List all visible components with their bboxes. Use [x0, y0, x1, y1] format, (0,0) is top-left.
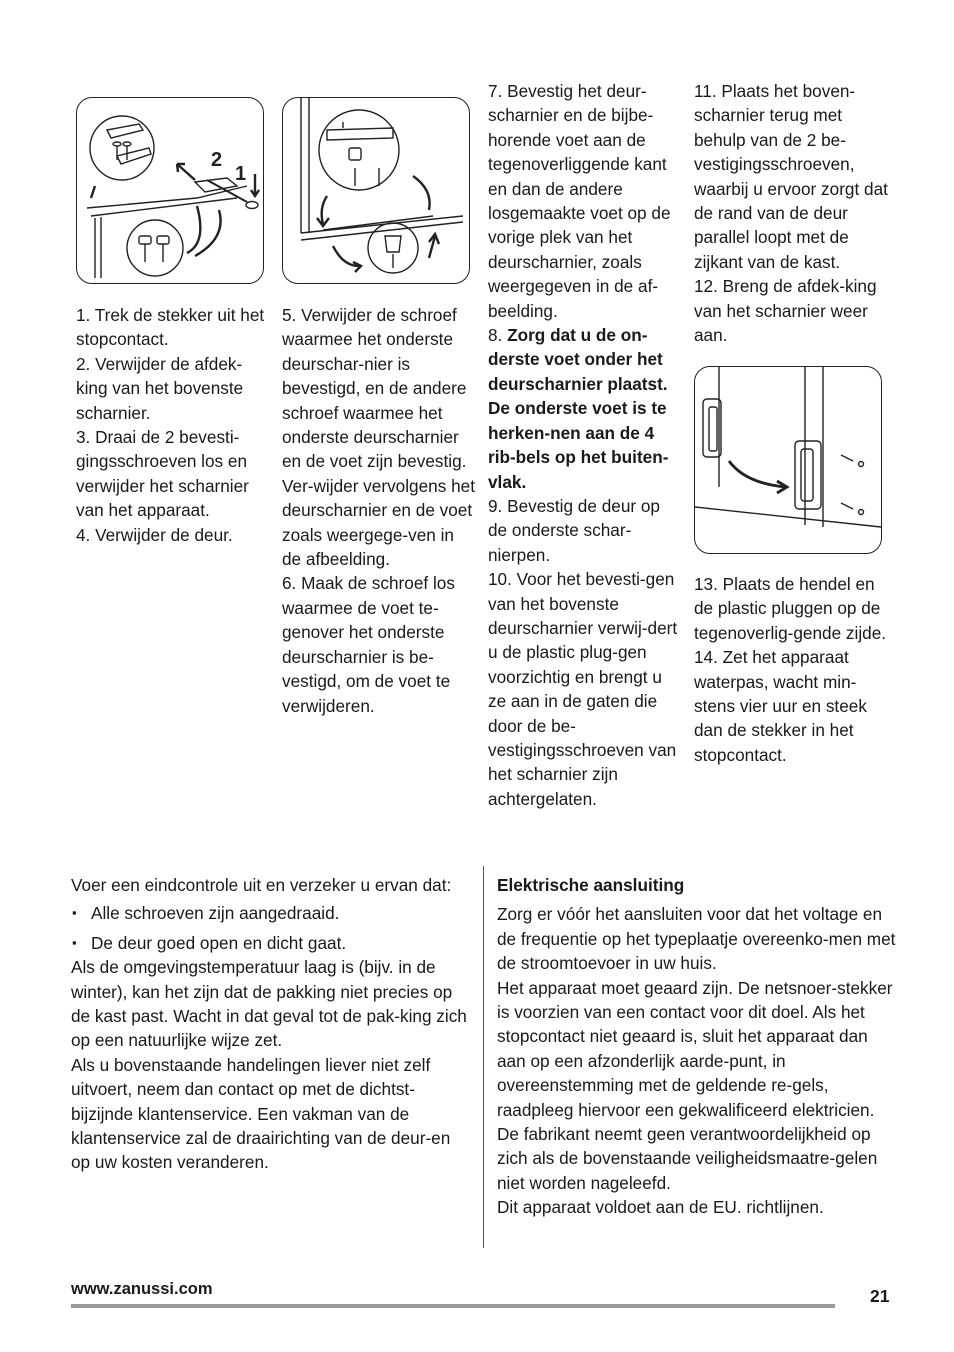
steps-column-2 [282, 303, 476, 718]
footer-rule [71, 1304, 835, 1308]
figure-remove-bottom-hinge [282, 97, 470, 284]
figure-label-2: 2 [211, 149, 223, 171]
step-9: 9. Bevestig de deur op de onderste schar-nierpen. [488, 495, 660, 565]
step-14: 14. Zet het apparaat waterpas, wacht min-stens vier uur en steek dan de stekker in het stopcontact. [694, 647, 867, 765]
figure-label-1: 1 [235, 163, 247, 185]
screw-icon [113, 142, 131, 160]
final-check-section [71, 873, 471, 1175]
steps-column-3 [488, 79, 682, 811]
grounding-note: Het apparaat moet geaard zijn. De netsnoer-stekker is voorzien van een contact voor dit doel. Als het stopcontact niet geaard is, sluit het apparaat dan aan op een afzonderlijk aarde-punt, in overeenstemming met de geldende re-gels, raadpleeg hiervoor een gekwalificeerd elektricien. [497, 977, 893, 1120]
eu-compliance-note: Dit apparaat voldoet aan de EU. richtlijnen. [497, 1197, 824, 1218]
step-7: 7. Bevestig het deur-scharnier en de bijbe-horende voet aan de tegenoverliggende kant en dan de andere losgemaakte voet op de vorige plek van het deurscharnier, zoals weergegeven in de af-beelding. [488, 81, 671, 321]
step-13: 13. Plaats de hendel en de plastic pluggen op de tegenoverlig-gende zijde. [694, 574, 887, 643]
step-12: 12. Breng de afdek-king van het scharnier weer aan. [694, 276, 877, 346]
steps-column-4b [694, 572, 888, 767]
steps-column-1 [76, 303, 268, 547]
step-5: 5. Verwijder de schroef waarmee het onderste deurschar-nier is bevestigd, en de andere schroef waarmee het onderste deurscharnier en de voet zijn bevestig. Ver-wijder vervolgens het deurscharnier en de voet zoals weergege-ven in de afbeelding. [282, 305, 475, 570]
service-note: Als u bovenstaande handelingen liever niet zelf uitvoert, neem dan contact op met de dichtst-bijzijnde klantenservice. Een vakman van de klantenservice zal de draairichting van de deur-en op uw kosten veranderen. [71, 1054, 451, 1173]
checklist-item: ▪ De deur goed open en dicht gaat. [71, 931, 471, 955]
electrical-connection-section [497, 873, 897, 1220]
checklist-item: ▪ Alle schroeven zijn aangedraaid. [71, 901, 471, 925]
checklist [71, 901, 471, 955]
footer-website-link[interactable]: www.zanussi.com [71, 1280, 213, 1298]
figure-remove-top-hinge [76, 97, 264, 284]
final-check-intro: Voer een eindcontrole uit en verzeker u ervan dat: [71, 875, 452, 895]
step-8-number: 8. [488, 325, 503, 346]
section-heading: Elektrische aansluiting [497, 875, 685, 895]
step-6: 6. Maak de schroef los waarmee de voet te-genover het onderste deurscharnier is be-vestigd, om de voet te verwijderen. [282, 573, 455, 716]
step-11: 11. Plaats het boven-scharnier terug met behulp van de 2 be-vestigingsschroeven, waarbij u ervoor zorgt dat de rand van de deur parallel loopt met de zijkant van de kast. [694, 81, 888, 272]
step-8-warning: Zorg dat u de on-derste voet onder het deurscharnier plaatst. De onderste voet is te herken-nen aan de 4 rib-bels op het buiten-vlak. [488, 325, 669, 492]
step-8 [488, 323, 682, 494]
low-temperature-note: Als de omgevingstemperatuur laag is (bijv. in de winter), kan het zijn dat de pakking niet precies op de kast past. Wacht in dat geval tot de pak-king zich op een natuurlijke wijze zet. [71, 957, 467, 1051]
step-10: 10. Voor het bevesti-gen van het bovenste deurscharnier verwij-dert u de plastic plug-gen voorzichtig en brengt u ze aan in de gaten die door de be-vestigingsschroeven van het scharnier zijn achtergelaten. [488, 569, 678, 809]
page-number: 21 [870, 1286, 890, 1306]
column-divider [483, 866, 484, 1248]
voltage-note: Zorg er vóór het aansluiten voor dat het voltage en de frequentie op het typeplaatje overeenko-men met de stroomtoevoer in uw huis. [497, 904, 896, 974]
liability-note: De fabrikant neemt geen verantwoordelijkheid op zich als de bovenstaande veiligheidsmaatre-gelen niet worden nageleefd. [497, 1124, 878, 1193]
step-3: 3. Draai de 2 bevesti-gingsschroeven los en verwijder het scharnier van het apparaat. [76, 427, 249, 521]
step-4: 4. Verwijder de deur. [76, 524, 233, 545]
steps-column-4a [694, 79, 888, 347]
figure-move-handle [694, 366, 882, 554]
step-2: 2. Verwijder de afdek-king van het bovenste scharnier. [76, 353, 244, 423]
step-1: 1. Trek de stekker uit het stopcontact. [76, 305, 265, 350]
